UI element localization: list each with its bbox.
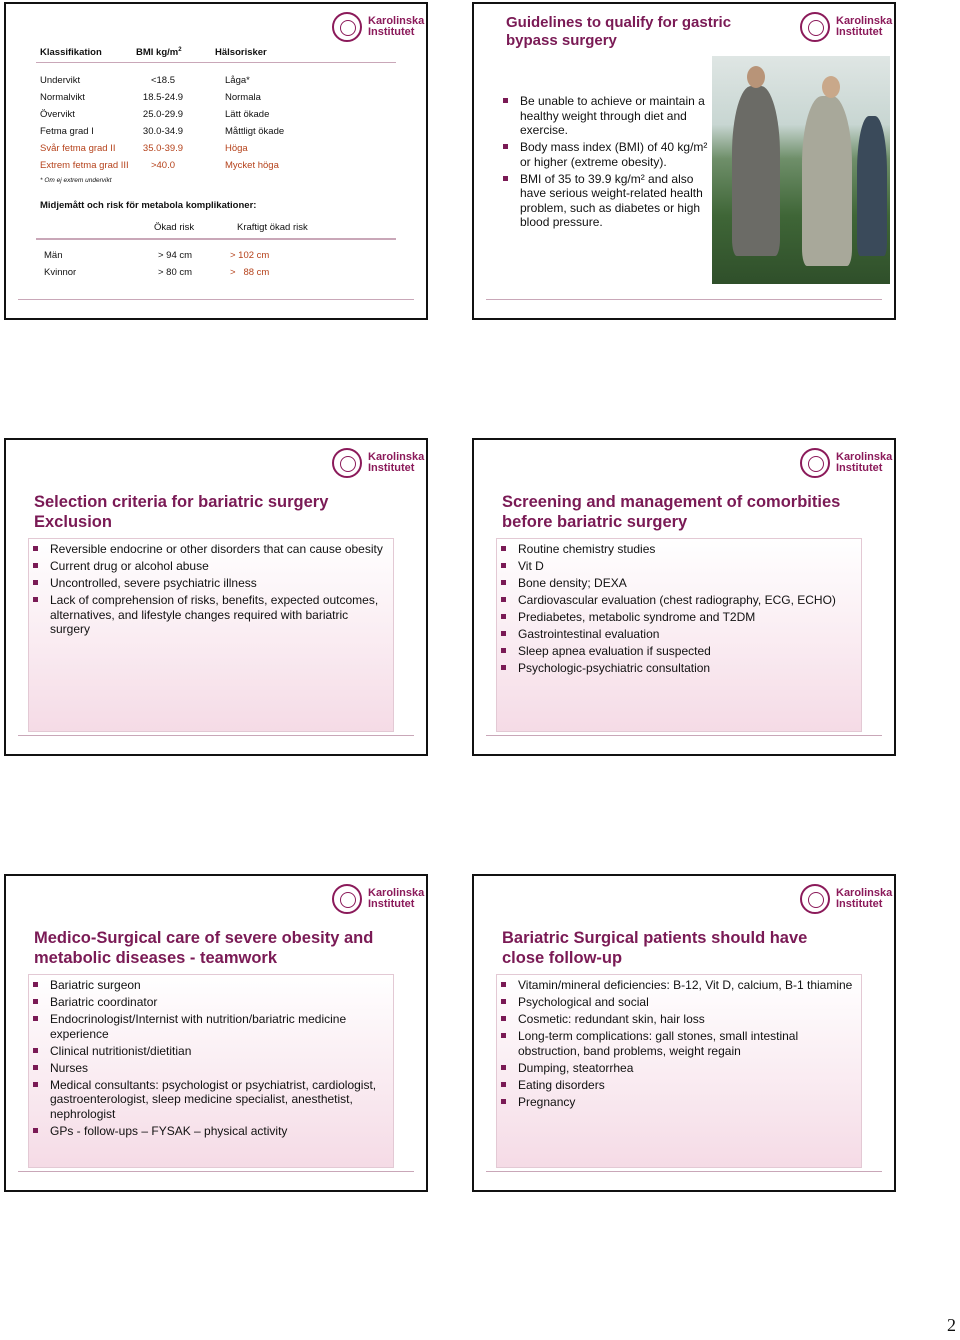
bullet-item: Be unable to achieve or maintain a healthy weight through diet and exercise. [498,94,708,138]
karolinska-logo [800,12,893,46]
karolinska-logo [332,448,425,482]
bullet-list [498,94,708,232]
slide-title-line2: close follow-up [502,949,623,967]
bullet-item: Current drug or alcohol abuse [28,559,390,574]
slide-title-line1: Medico-Surgical care of severe obesity and [34,929,374,947]
bullet-item: BMI of 35 to 39.9 kg/m² and also have serious weight-related health problem, such as diabetes or high blood pressure. [498,172,708,230]
slide-follow-up [472,874,896,1192]
bullet-item: Routine chemistry studies [496,542,858,557]
bullet-list [496,542,858,678]
bmi-risk-cell: Mycket höga [225,160,279,171]
group-outdoor-photo [712,56,890,284]
header-halsorisker: Hälsorisker [215,47,267,58]
bmi-class-cell: Normalvikt [40,92,85,103]
footnote: * Om ej extrem undervikt [40,177,112,184]
header-klassifikation: Klassifikation [40,47,102,58]
bullet-item: Cosmetic: redundant skin, hair loss [496,1012,858,1027]
waist-row-value: > 94 cm [158,250,193,261]
bmi-risk-cell: Höga [225,143,248,154]
logo-text-line1: Karolinska [836,887,893,899]
bmi-range-cell: 35.0-39.9 [142,143,184,154]
slide-title [502,928,807,968]
slide-exclusion-criteria [4,438,428,756]
logo-text-line2: Institutet [836,26,883,38]
slide-screening-comorbidities [472,438,896,756]
slide-title-line2: Exclusion [34,513,112,531]
logo-text-line2: Institutet [368,26,415,38]
bullet-item: Vitamin/mineral deficiencies: B-12, Vit D, calcium, B-1 thiamine [496,978,858,993]
slide-title [34,928,373,968]
slide-title-line1: Screening and management of comorbities [502,493,841,511]
bmi-class-cell: Övervikt [40,109,75,120]
bmi-range-cell: >40.0 [150,160,176,171]
logo-text-line1: Karolinska [836,15,893,27]
bullet-item: Nurses [28,1061,390,1076]
ki-seal-icon [800,12,830,42]
bullet-item: Sleep apnea evaluation if suspected [496,644,858,659]
slide-footer-line [18,735,414,736]
waist-row-label: Män [44,250,63,261]
bullet-item: Endocrinologist/Internist with nutrition/bariatric medicine experience [28,1012,390,1041]
bmi-risk-cell: Normala [225,92,261,103]
bmi-class-cell: Undervikt [40,75,81,86]
slide-footer-line [18,1171,414,1172]
bullet-item: GPs - follow-ups – FYSAK – physical activity [28,1124,390,1139]
waist-row-value: > 88 cm [230,267,270,278]
ki-seal-icon [332,884,362,914]
bullet-item: Prediabetes, metabolic syndrome and T2DM [496,610,858,625]
logo-text-line2: Institutet [368,898,415,910]
slide-teamwork [4,874,428,1192]
bmi-risk-cell: Låga* [225,75,250,86]
bmi-class-cell: Extrem fetma grad III [40,160,129,171]
bullet-item: Medical consultants: psychologist or psychiatrist, cardiologist, gastroenterologist, sleep medicine specialist, anesthetist, nephrologist [28,1078,390,1122]
bmi-range-cell: 25.0-29.9 [142,109,184,120]
bullet-item: Long-term complications: gall stones, small intestinal obstruction, band problems, weight regain [496,1029,858,1058]
slide-footer-line [486,1171,882,1172]
bmi-risk-cell: Lätt ökade [225,109,270,120]
waist-row-value: > 80 cm [158,267,193,278]
bullet-item: Bariatric coordinator [28,995,390,1010]
bmi-range-cell: <18.5 [150,75,176,86]
slide-title-line1: Bariatric Surgical patients should have [502,929,808,947]
bullet-item: Dumping, steatorrhea [496,1061,858,1076]
logo-text-line1: Karolinska [368,15,425,27]
slide-title-line2: metabolic diseases - teamwork [34,949,278,967]
bullet-item: Reversible endocrine or other disorders that can cause obesity [28,542,390,557]
ki-seal-icon [332,12,362,42]
slide-footer-line [486,735,882,736]
waist-row-value: > 102 cm [230,250,270,261]
bmi-range-cell: 18.5-24.9 [142,92,184,103]
waist-title: Midjemått och risk för metabola komplikationer: [40,200,257,211]
bmi-class-cell: Svår fetma grad II [40,143,116,154]
bullet-item: Eating disorders [496,1078,858,1093]
bullet-item: Cardiovascular evaluation (chest radiography, ECG, ECHO) [496,593,858,608]
bullet-item: Body mass index (BMI) of 40 kg/m² or higher (extreme obesity). [498,140,708,169]
bullet-item: Bone density; DEXA [496,576,858,591]
karolinska-logo [800,884,893,918]
bullet-item: Uncontrolled, severe psychiatric illness [28,576,390,591]
bullet-item: Gastrointestinal evaluation [496,627,858,642]
slide-gastric-bypass-guidelines [472,2,896,320]
slide-title-line2: before bariatric surgery [502,513,688,531]
logo-text-line2: Institutet [836,462,883,474]
slide-title: Guidelines to qualify for gastric bypass surgery [506,14,732,49]
bmi-risk-cell: Måttligt ökade [225,126,285,137]
slide-footer-line [18,299,414,300]
bullet-list [496,978,858,1112]
slide-footer-line [486,299,882,300]
divider [36,62,396,63]
logo-text-line1: Karolinska [368,451,425,463]
slide-bmi-classification [4,2,428,320]
header-bmi: BMI $kg/m^2$ [136,47,182,59]
bullet-item: Psychologic-psychiatric consultation [496,661,858,676]
waist-header-risk2: Kraftigt ökad risk [237,222,308,233]
bmi-class-cell: Fetma grad I [40,126,94,137]
logo-text-line2: Institutet [836,898,883,910]
slide-title-line1: Selection criteria for bariatric surgery [34,493,329,511]
bullet-item: Bariatric surgeon [28,978,390,993]
slide-title [502,492,840,532]
logo-text-line1: Karolinska [368,887,425,899]
ki-seal-icon [332,448,362,478]
bullet-item: Clinical nutritionist/dietitian [28,1044,390,1059]
logo-text-line2: Institutet [368,462,415,474]
divider [36,238,396,240]
karolinska-logo [332,12,425,46]
ki-seal-icon [800,884,830,914]
bullet-item: Psychological and social [496,995,858,1010]
slide-title [34,492,328,532]
bullet-item: Lack of comprehension of risks, benefits, expected outcomes, alternatives, and lifestyle changes required with bariatric surgery [28,593,390,637]
ki-seal-icon [800,448,830,478]
bmi-range-cell: 30.0-34.9 [142,126,184,137]
waist-row-label: Kvinnor [44,267,77,278]
bullet-list [28,978,390,1141]
page-number: 2 [947,1315,956,1335]
logo-text-line1: Karolinska [836,451,893,463]
karolinska-logo [332,884,425,918]
bullet-list [28,542,390,639]
bullet-item: Pregnancy [496,1095,858,1110]
karolinska-logo [800,448,893,482]
bullet-item: Vit D [496,559,858,574]
waist-header-risk1: Ökad risk [154,222,195,233]
